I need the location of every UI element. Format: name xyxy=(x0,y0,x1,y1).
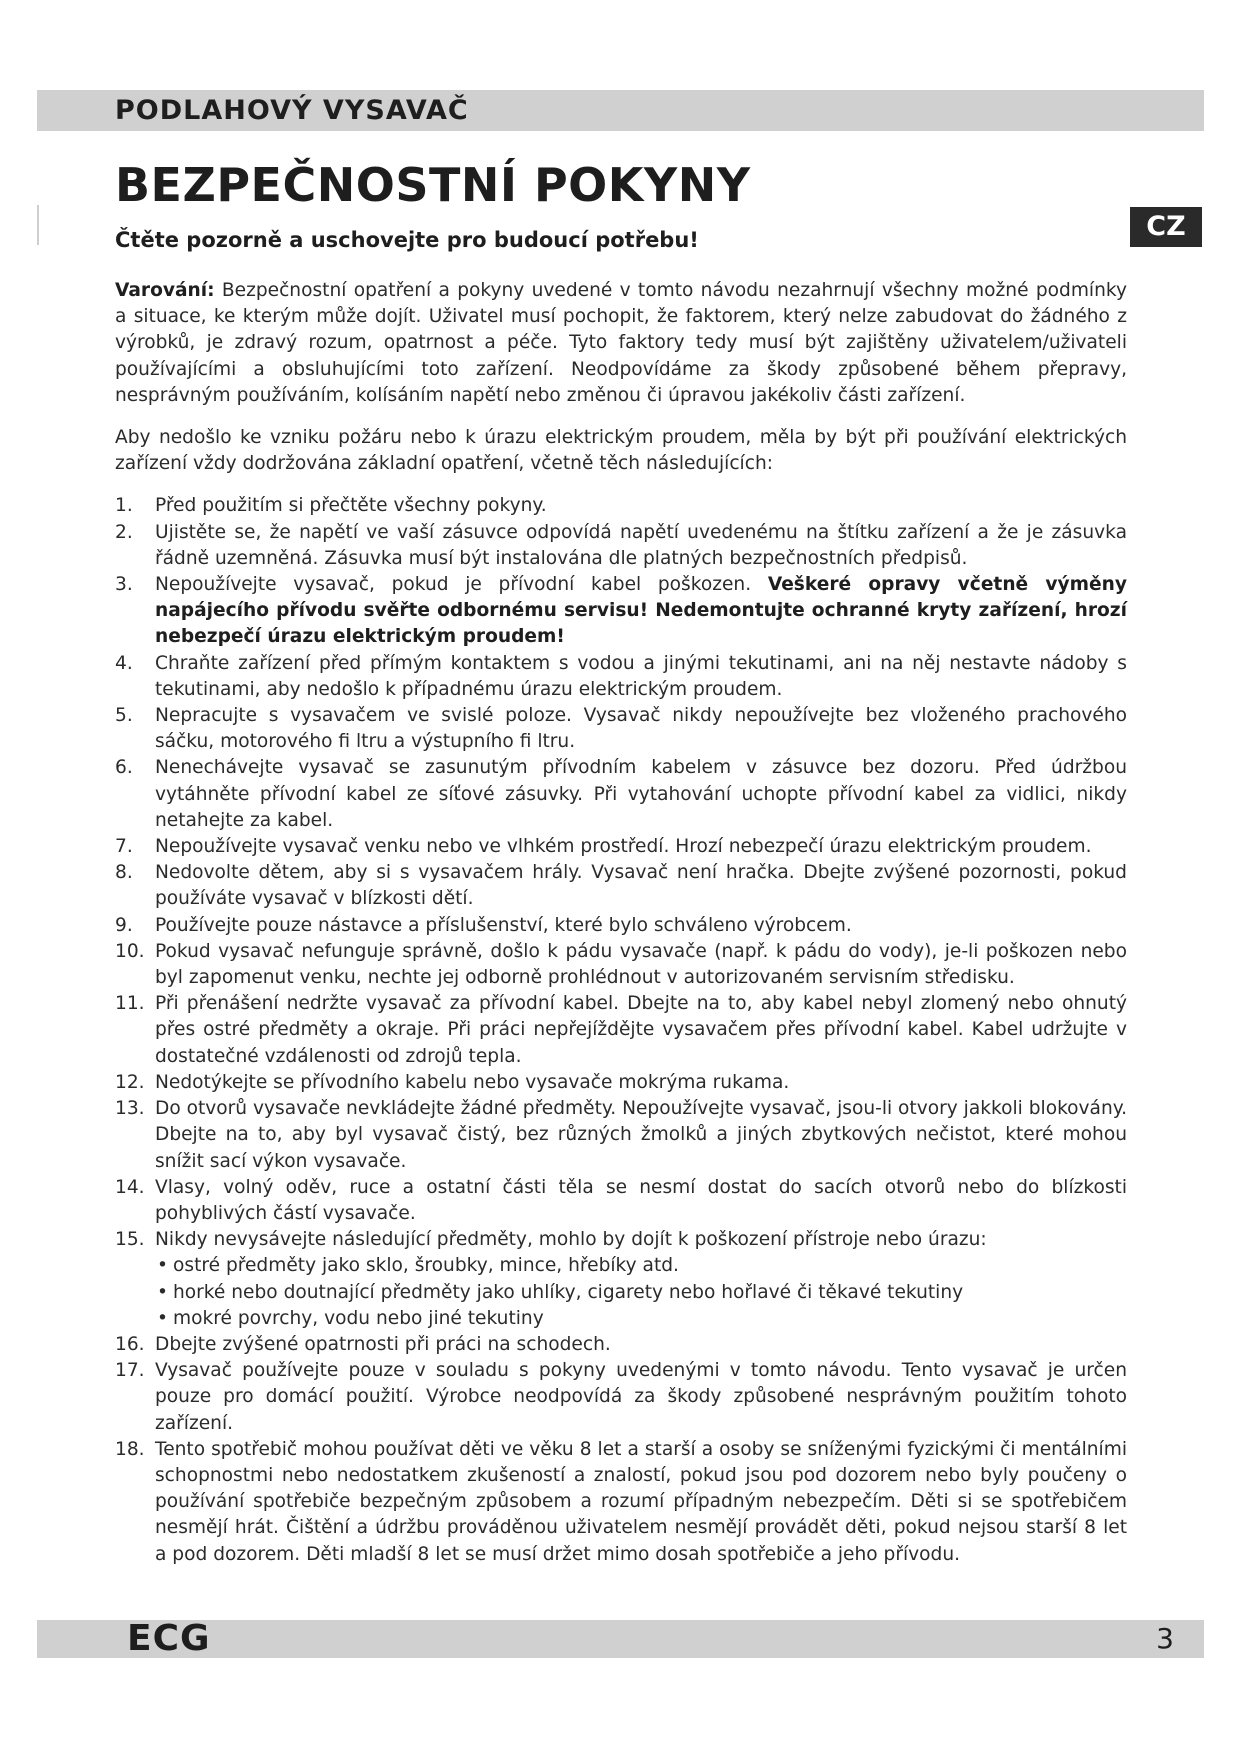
brand-logo: ECG xyxy=(127,1618,211,1659)
rule-text: Dbejte zvýšené opatrnosti při práci na schodech. xyxy=(155,1333,611,1355)
rule-number: 2. xyxy=(115,521,133,543)
page-number: 3 xyxy=(1156,1622,1174,1655)
rule-number: 6. xyxy=(115,757,133,779)
rule-item xyxy=(115,1437,1127,1568)
rule-item xyxy=(115,1070,1127,1096)
rule-text: Před použitím si přečtěte všechny pokyny. xyxy=(155,495,547,517)
page-title: BEZPEČNOSTNÍ POKYNY xyxy=(115,158,751,212)
rule-number: 17. xyxy=(115,1360,145,1382)
subtitle: Čtěte pozorně a uschovejte pro budoucí potřebu! xyxy=(115,228,699,252)
rule-item xyxy=(115,860,1127,912)
rule-subitem: • horké nebo doutnající předměty jako uhlíky, cigarety nebo hořlavé či těkavé tekutiny xyxy=(155,1280,1127,1306)
rule-item xyxy=(115,939,1127,991)
rule-text: Nedotýkejte se přívodního kabelu nebo vysavače mokrýma rukama. xyxy=(155,1071,790,1093)
rule-number: 18. xyxy=(115,1438,145,1460)
rule-item xyxy=(115,493,1127,519)
rule-subitem: • ostré předměty jako sklo, šroubky, mince, hřebíky atd. xyxy=(155,1253,1127,1279)
rule-number: 8. xyxy=(115,862,133,884)
rule-text: Pokud vysavač nefunguje správně, došlo k pádu vysavače (např. k pádu do vody), je-li poškozen nebo byl zapomenut venku, nechte jej odborně prohlédnout v autorizovaném servisním středisku. xyxy=(155,940,1127,989)
warning-label: Varování: xyxy=(115,280,215,301)
rule-text: Nenechávejte vysavač se zasunutým přívodním kabelem v zásuvce bez dozoru. Před údržbou vytáhněte přívodní kabel ze síťové zásuvky. Při vytahování uchopte přívodní kabel za vidlici, nikdy netahejte za kabel. xyxy=(155,757,1127,831)
rule-text: Vlasy, volný oděv, ruce a ostatní části těla se nesmí dostat do sacích otvorů nebo do blízkosti pohyblivých částí vysavače. xyxy=(155,1176,1127,1224)
rule-item xyxy=(115,703,1127,755)
content xyxy=(115,278,1127,1568)
header-band xyxy=(37,90,1204,131)
rule-item xyxy=(115,1332,1127,1358)
safety-rules-list xyxy=(115,493,1127,1567)
rule-text: Nepoužívejte vysavač, pokud je přívodní kabel poškozen. xyxy=(155,574,768,596)
rule-number: 16. xyxy=(115,1333,145,1355)
edge-mark xyxy=(37,205,39,245)
rule-number: 1. xyxy=(115,495,133,517)
rule-number: 14. xyxy=(115,1176,145,1198)
rule-number: 10. xyxy=(115,940,145,962)
rule-text: Ujistěte se, že napětí ve vaší zásuvce odpovídá napětí uvedenému na štítku zařízení a že je zásuvka řádně uzemněná. Zásuvka musí být instalována dle platných bezpečnostních předpisů. xyxy=(155,521,1127,569)
rule-text: Při přenášení nedržte vysavač za přívodní kabel. Dbejte na to, aby kabel nebyl zlomený nebo ohnutý přes ostré předměty a okraje. Při práci nepřejíždějte vysavačem přes přívodní kabel. Kabel udržujte v dostatečné vzdálenosti od zdrojů tepla. xyxy=(155,993,1127,1067)
rule-text: Nedovolte dětem, aby si s vysavačem hrály. Vysavač není hračka. Dbejte zvýšené pozornosti, pokud používáte vysavač v blízkosti dětí. xyxy=(155,862,1127,910)
rule-number: 3. xyxy=(115,574,133,596)
rule-text: Tento spotřebič mohou používat děti ve věku 8 let a starší a osoby se sníženými fyzickými či mentálními schopnostmi nebo nedostatkem zkušeností a znalostí, pokud jsou pod dozorem nebo byly poučeny o používání spotřebiče bezpečným způsobem a rozumí případným nebezpečím. Děti si se spotřebičem nesmějí hrát. Čištění a údržbu prováděnou uživatelem nesmějí provádět děti, pokud nejsou starší 8 let a pod dozorem. Děti mladší 8 let se musí držet mimo dosah spotřebiče a jeho přívodu. xyxy=(155,1438,1127,1565)
language-badge: CZ xyxy=(1130,207,1202,247)
rule-number: 12. xyxy=(115,1071,145,1093)
rule-item xyxy=(115,520,1127,572)
rule-item xyxy=(115,755,1127,834)
rule-item xyxy=(115,1175,1127,1227)
rule-text: Používejte pouze nástavce a příslušenství, které bylo schváleno výrobcem. xyxy=(155,914,852,936)
rule-text: Nepoužívejte vysavač venku nebo ve vlhkém prostředí. Hrozí nebezpečí úrazu elektrickým proudem. xyxy=(155,836,1092,858)
rule-item xyxy=(115,913,1127,939)
rule-item xyxy=(115,572,1127,651)
footer-band xyxy=(37,1620,1204,1658)
rule-number: 13. xyxy=(115,1098,145,1120)
rule-number: 15. xyxy=(115,1229,145,1251)
rule-item xyxy=(115,1096,1127,1175)
rule-sublist xyxy=(155,1253,1127,1332)
rule-item xyxy=(115,991,1127,1070)
warning-text: Bezpečnostní opatření a pokyny uvedené v tomto návodu nezahrnují všechny možné podmínky a situace, ke kterým může dojít. Uživatel musí pochopit, že faktorem, který nelze zabudovat do žádného z výrobků, je zdravý rozum, opatrnost a péče. Tyto faktory tedy musí být zajištěny uživatelem/uživateli používajícími a obsluhujícími toto zařízení. Neodpovídáme za škody způsobené během přepravy, nesprávným používáním, kolísáním napětí nebo změnou či úpravou jakékoliv části zařízení. xyxy=(115,280,1127,406)
warning-paragraph xyxy=(115,278,1127,409)
rule-bold-text: Veškeré opravy včetně výměny napájecího přívodu svěřte odbornému servisu! Nedemontujte ochranné kryty zařízení, hrozí nebezpečí úrazu elektrickým proudem! xyxy=(155,574,1128,648)
section-title: PODLAHOVÝ VYSAVAČ xyxy=(115,95,469,126)
rule-text: Nikdy nevysávejte následující předměty, mohlo by dojít k poškození přístroje nebo úrazu: xyxy=(155,1229,987,1251)
rule-subitem: • mokré povrchy, vodu nebo jiné tekutiny xyxy=(155,1306,1127,1332)
intro-paragraph: Aby nedošlo ke vzniku požáru nebo k úrazu elektrickým proudem, měla by být při používání elektrických zařízení vždy dodržována základní opatření, včetně těch následujících: xyxy=(115,427,1127,475)
rule-text: Chraňte zařízení před přímým kontaktem s vodou a jinými tekutinami, ani na něj nestavte nádoby s tekutinami, aby nedošlo k případnému úrazu elektrickým proudem. xyxy=(155,652,1127,700)
rule-number: 11. xyxy=(115,993,145,1015)
rule-item xyxy=(115,834,1127,860)
rule-number: 7. xyxy=(115,836,133,858)
rule-number: 5. xyxy=(115,705,133,727)
rule-item xyxy=(115,651,1127,703)
rule-item xyxy=(115,1227,1127,1332)
rule-item xyxy=(115,1358,1127,1437)
rule-text: Vysavač používejte pouze v souladu s pokyny uvedenými v tomto návodu. Tento vysavač je určen pouze pro domácí použití. Výrobce neodpovídá za škody způsobené nesprávným použitím tohoto zařízení. xyxy=(155,1360,1127,1434)
rule-number: 9. xyxy=(115,914,133,936)
rule-text: Nepracujte s vysavačem ve svislé poloze. Vysavač nikdy nepoužívejte bez vloženého prachového sáčku, motorového fi ltru a výstupního fi ltru. xyxy=(155,705,1127,753)
rule-text: Do otvorů vysavače nevkládejte žádné předměty. Nepoužívejte vysavač, jsou-li otvory jakkoli blokovány. Dbejte na to, aby byl vysavač čistý, bez různých žmolků a jiných zbytkových nečistot, které mohou snížit sací výkon vysavače. xyxy=(155,1098,1127,1172)
rule-number: 4. xyxy=(115,652,133,674)
